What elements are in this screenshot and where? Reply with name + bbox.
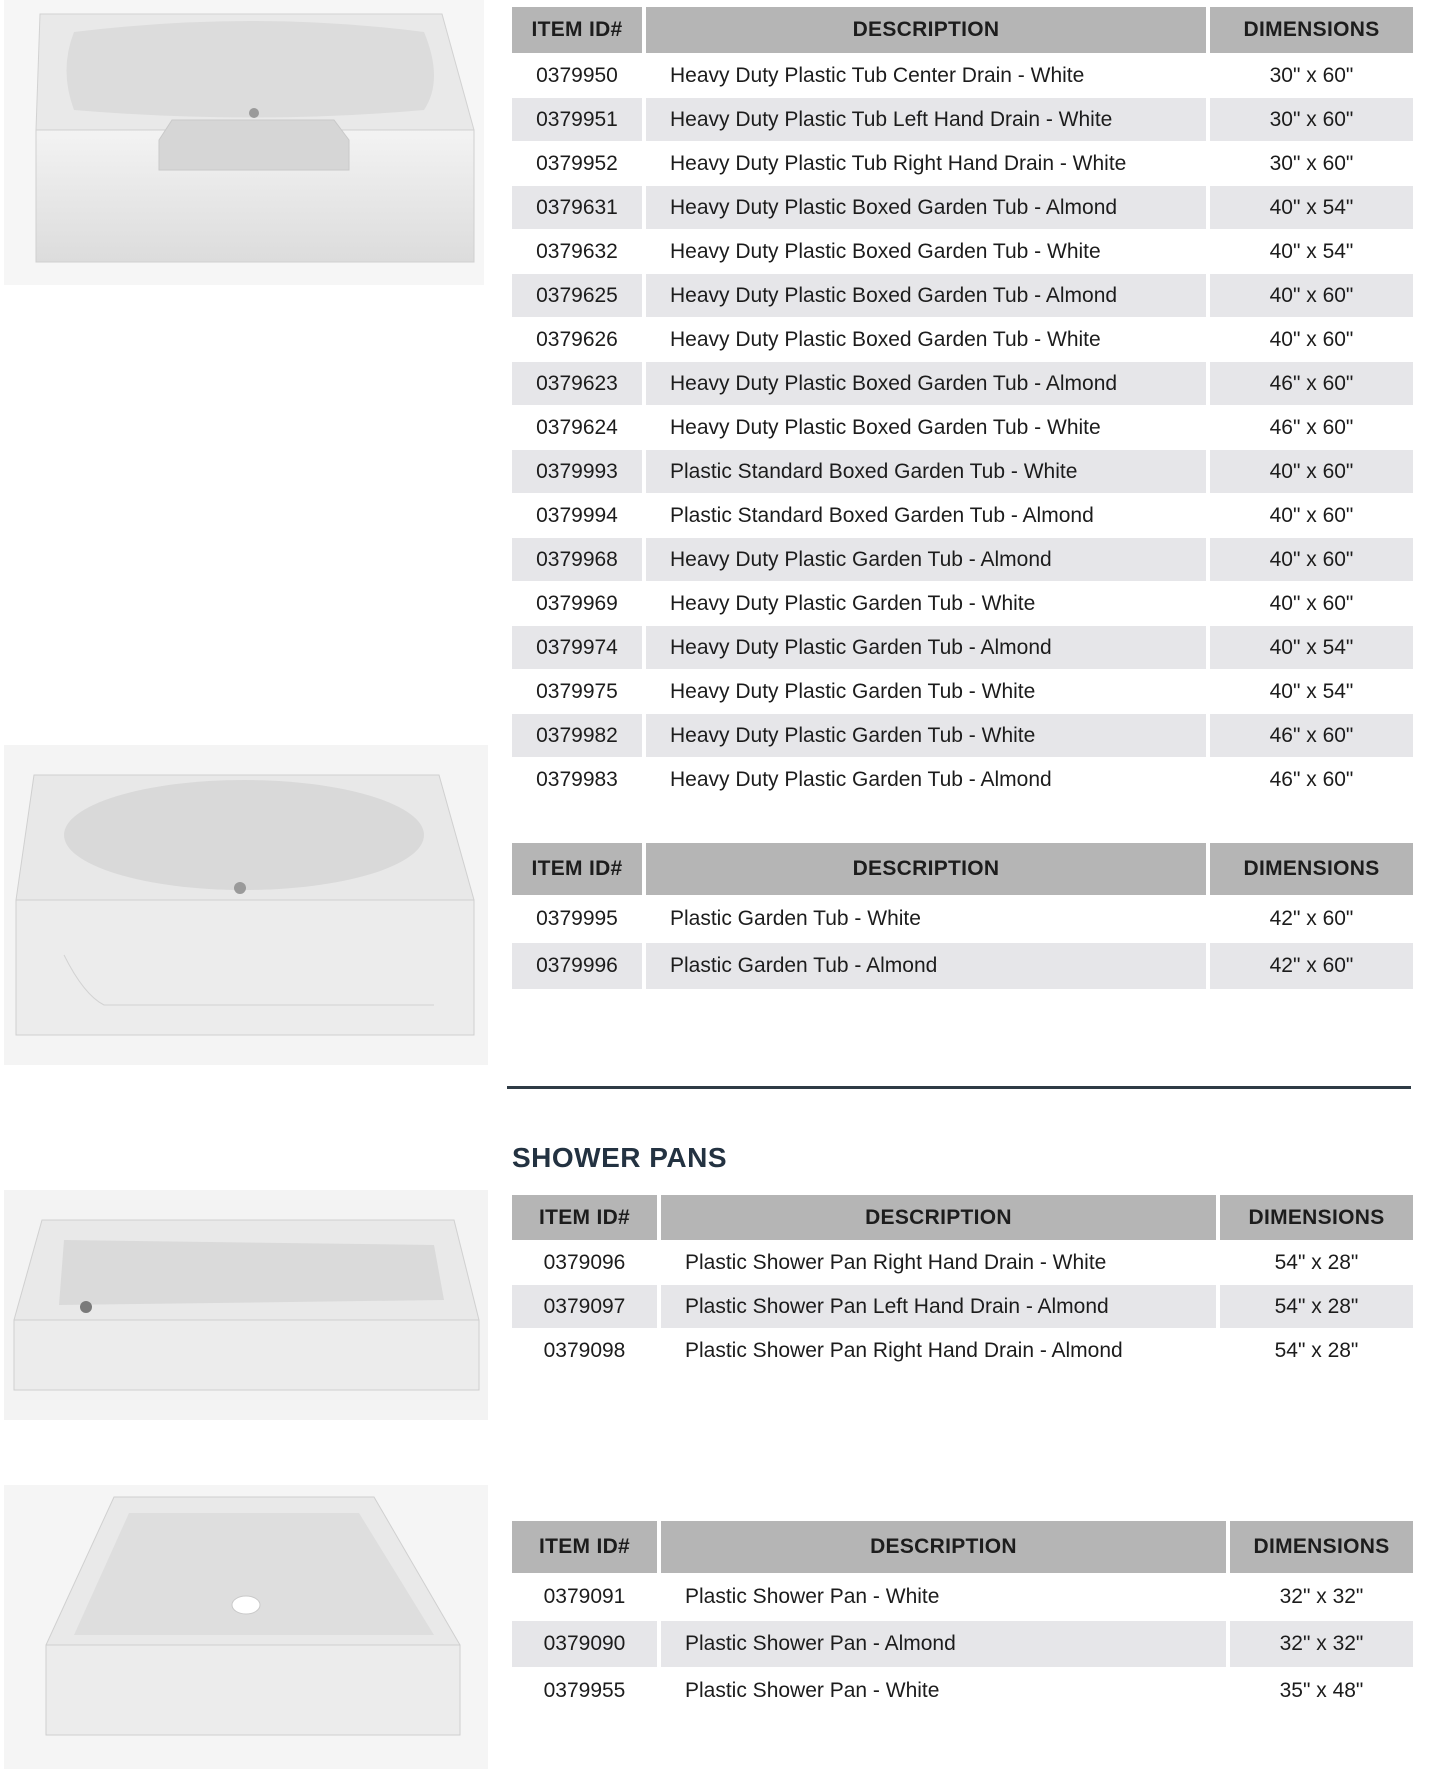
- description-cell: Plastic Shower Pan Right Hand Drain - White: [661, 1240, 1216, 1284]
- description-cell: Plastic Garden Tub - Almond: [646, 942, 1206, 989]
- item-id-cell: 0379969: [512, 581, 642, 625]
- description-cell: Heavy Duty Plastic Garden Tub - Almond: [646, 537, 1206, 581]
- header-dimensions: DIMENSIONS: [1210, 7, 1413, 53]
- header-dimensions: DIMENSIONS: [1210, 843, 1413, 895]
- item-id-cell: 0379993: [512, 449, 642, 493]
- header-item-id: ITEM ID#: [512, 7, 642, 53]
- description-cell: Plastic Standard Boxed Garden Tub - White: [646, 449, 1206, 493]
- dimensions-cell: 40" x 60": [1210, 449, 1413, 493]
- boxed-garden-tub-image: [4, 0, 484, 285]
- description-cell: Heavy Duty Plastic Boxed Garden Tub - Almond: [646, 361, 1206, 405]
- plastic-garden-tubs-table: [508, 843, 1417, 989]
- description-cell: Heavy Duty Plastic Tub Left Hand Drain - White: [646, 97, 1206, 141]
- item-id-cell: 0379098: [512, 1328, 657, 1372]
- item-id-cell: 0379091: [512, 1573, 657, 1620]
- table-row: [512, 405, 1413, 449]
- item-id-cell: 0379626: [512, 317, 642, 361]
- table-row: [512, 1240, 1413, 1284]
- section-title-shower-pans: SHOWER PANS: [512, 1142, 727, 1173]
- table-row: [512, 537, 1413, 581]
- section-divider: [507, 1086, 1411, 1089]
- dimensions-cell: 46" x 60": [1210, 713, 1413, 757]
- dimensions-cell: 30" x 60": [1210, 53, 1413, 97]
- dimensions-cell: 40" x 54": [1210, 229, 1413, 273]
- header-description: DESCRIPTION: [661, 1521, 1226, 1573]
- item-id-cell: 0379994: [512, 493, 642, 537]
- item-id-cell: 0379975: [512, 669, 642, 713]
- header-dimensions: DIMENSIONS: [1230, 1521, 1413, 1573]
- item-id-cell: 0379995: [512, 895, 642, 942]
- description-cell: Plastic Standard Boxed Garden Tub - Almond: [646, 493, 1206, 537]
- table-row: [512, 449, 1413, 493]
- table-row: [512, 942, 1413, 989]
- header-description: DESCRIPTION: [661, 1195, 1216, 1240]
- item-id-cell: 0379631: [512, 185, 642, 229]
- square-shower-pan-image: [4, 1485, 488, 1769]
- item-id-cell: 0379968: [512, 537, 642, 581]
- description-cell: Plastic Shower Pan - White: [661, 1667, 1226, 1714]
- header-item-id: ITEM ID#: [512, 1521, 657, 1573]
- table-row: [512, 757, 1413, 801]
- dimensions-cell: 46" x 60": [1210, 361, 1413, 405]
- table-row: [512, 895, 1413, 942]
- dimensions-cell: 35" x 48": [1230, 1667, 1413, 1714]
- table-row: [512, 273, 1413, 317]
- shower-pans-rect-table: [508, 1195, 1417, 1372]
- description-cell: Plastic Shower Pan - Almond: [661, 1620, 1226, 1667]
- dimensions-cell: 46" x 60": [1210, 405, 1413, 449]
- dimensions-cell: 54" x 28": [1220, 1240, 1413, 1284]
- dimensions-cell: 30" x 60": [1210, 141, 1413, 185]
- item-id-cell: 0379096: [512, 1240, 657, 1284]
- dimensions-cell: 40" x 54": [1210, 185, 1413, 229]
- header-description: DESCRIPTION: [646, 843, 1206, 895]
- header-description: DESCRIPTION: [646, 7, 1206, 53]
- item-id-cell: 0379624: [512, 405, 642, 449]
- table-row: [512, 581, 1413, 625]
- description-cell: Heavy Duty Plastic Garden Tub - White: [646, 713, 1206, 757]
- item-id-cell: 0379982: [512, 713, 642, 757]
- dimensions-cell: 54" x 28": [1220, 1284, 1413, 1328]
- table-header-row: [512, 1521, 1413, 1573]
- header-dimensions: DIMENSIONS: [1220, 1195, 1413, 1240]
- item-id-cell: 0379952: [512, 141, 642, 185]
- description-cell: Plastic Shower Pan Left Hand Drain - Almond: [661, 1284, 1216, 1328]
- dimensions-cell: 40" x 60": [1210, 273, 1413, 317]
- item-id-cell: 0379632: [512, 229, 642, 273]
- item-id-cell: 0379625: [512, 273, 642, 317]
- description-cell: Heavy Duty Plastic Boxed Garden Tub - White: [646, 229, 1206, 273]
- dimensions-cell: 40" x 54": [1210, 669, 1413, 713]
- table-header-row: [512, 7, 1413, 53]
- dimensions-cell: 42" x 60": [1210, 895, 1413, 942]
- garden-tub-image: [4, 745, 488, 1065]
- item-id-cell: 0379955: [512, 1667, 657, 1714]
- table-row: [512, 713, 1413, 757]
- table-row: [512, 97, 1413, 141]
- item-id-cell: 0379623: [512, 361, 642, 405]
- dimensions-cell: 40" x 60": [1210, 581, 1413, 625]
- table-row: [512, 53, 1413, 97]
- table-row: [512, 1620, 1413, 1667]
- table-row: [512, 625, 1413, 669]
- table-row: [512, 185, 1413, 229]
- dimensions-cell: 30" x 60": [1210, 97, 1413, 141]
- description-cell: Heavy Duty Plastic Boxed Garden Tub - White: [646, 405, 1206, 449]
- table-row: [512, 317, 1413, 361]
- item-id-cell: 0379950: [512, 53, 642, 97]
- dimensions-cell: 32" x 32": [1230, 1620, 1413, 1667]
- dimensions-cell: 40" x 60": [1210, 317, 1413, 361]
- table-row: [512, 361, 1413, 405]
- table-row: [512, 1328, 1413, 1372]
- table-row: [512, 493, 1413, 537]
- item-id-cell: 0379974: [512, 625, 642, 669]
- item-id-cell: 0379996: [512, 942, 642, 989]
- description-cell: Heavy Duty Plastic Boxed Garden Tub - Almond: [646, 273, 1206, 317]
- table-header-row: [512, 843, 1413, 895]
- table-header-row: [512, 1195, 1413, 1240]
- description-cell: Heavy Duty Plastic Tub Center Drain - White: [646, 53, 1206, 97]
- dimensions-cell: 32" x 32": [1230, 1573, 1413, 1620]
- description-cell: Heavy Duty Plastic Boxed Garden Tub - White: [646, 317, 1206, 361]
- rectangular-shower-pan-image: [4, 1190, 488, 1420]
- dimensions-cell: 40" x 60": [1210, 493, 1413, 537]
- dimensions-cell: 40" x 60": [1210, 537, 1413, 581]
- dimensions-cell: 42" x 60": [1210, 942, 1413, 989]
- item-id-cell: 0379090: [512, 1620, 657, 1667]
- table-row: [512, 141, 1413, 185]
- description-cell: Plastic Garden Tub - White: [646, 895, 1206, 942]
- dimensions-cell: 46" x 60": [1210, 757, 1413, 801]
- table-row: [512, 1284, 1413, 1328]
- description-cell: Heavy Duty Plastic Garden Tub - Almond: [646, 757, 1206, 801]
- description-cell: Heavy Duty Plastic Garden Tub - Almond: [646, 625, 1206, 669]
- garden-tubs-table: [508, 7, 1417, 801]
- table-row: [512, 1667, 1413, 1714]
- item-id-cell: 0379951: [512, 97, 642, 141]
- table-row: [512, 669, 1413, 713]
- description-cell: Heavy Duty Plastic Garden Tub - White: [646, 669, 1206, 713]
- description-cell: Heavy Duty Plastic Tub Right Hand Drain - White: [646, 141, 1206, 185]
- header-item-id: ITEM ID#: [512, 843, 642, 895]
- table-row: [512, 1573, 1413, 1620]
- dimensions-cell: 40" x 54": [1210, 625, 1413, 669]
- description-cell: Heavy Duty Plastic Boxed Garden Tub - Almond: [646, 185, 1206, 229]
- header-item-id: ITEM ID#: [512, 1195, 657, 1240]
- item-id-cell: 0379097: [512, 1284, 657, 1328]
- description-cell: Plastic Shower Pan - White: [661, 1573, 1226, 1620]
- shower-pans-square-table: [508, 1521, 1417, 1714]
- dimensions-cell: 54" x 28": [1220, 1328, 1413, 1372]
- description-cell: Plastic Shower Pan Right Hand Drain - Almond: [661, 1328, 1216, 1372]
- item-id-cell: 0379983: [512, 757, 642, 801]
- table-row: [512, 229, 1413, 273]
- description-cell: Heavy Duty Plastic Garden Tub - White: [646, 581, 1206, 625]
